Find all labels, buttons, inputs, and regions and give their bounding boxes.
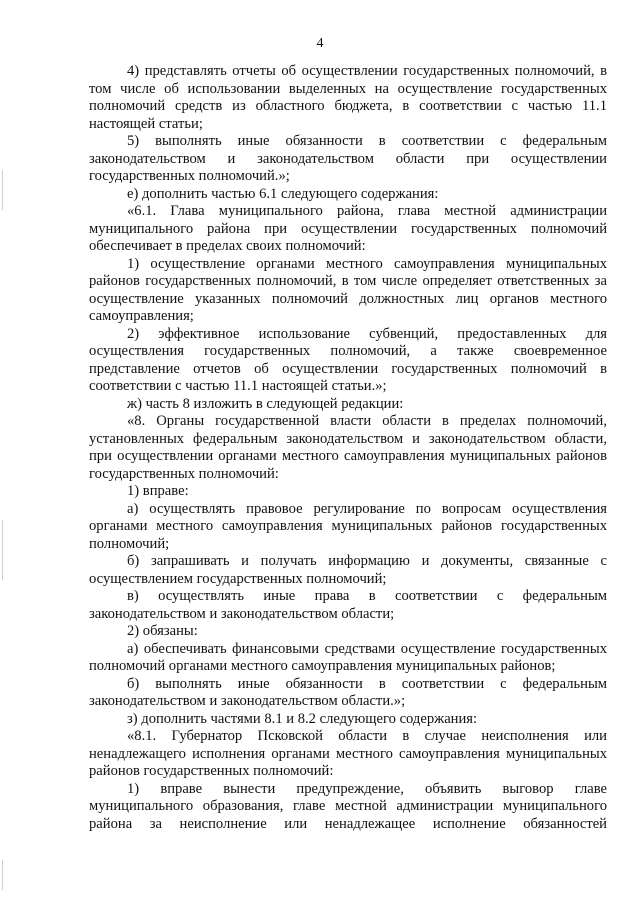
paragraph: 5) выполнять иные обязанности в соответствии с федеральным законодательством и законодательством области при осуществлении государственных полномочий.»; bbox=[89, 133, 607, 184]
paragraph: е) дополнить частью 6.1 следующего содержания: bbox=[127, 185, 439, 202]
paragraph: «6.1. Глава муниципального района, глава местной администрации муниципального района при осуществлении государственных полномочий обеспечивает в пределах своих полномочий: bbox=[89, 203, 607, 254]
paragraph: 1) осуществление органами местного самоуправления муниципальных районов государственных полномочий, в том числе определяет ответственных за осуществление указанных полномочий должностных лиц органов местного самоуправления; bbox=[89, 255, 607, 324]
paragraph: ж) часть 8 изложить в следующей редакции: bbox=[127, 395, 404, 412]
paragraph: 2) эффективное использование субвенций, предоставленных для осуществления государственных полномочий, а также своевременное представление отчетов об осуществлении государственных полномочий в соответствии с частью 11.1 настоящей статьи.»; bbox=[89, 325, 607, 394]
page-number: 4 bbox=[316, 36, 324, 51]
paragraph: в) осуществлять иные права в соответствии с федеральным законодательством и законодательством области; bbox=[89, 588, 607, 622]
paragraph: а) обеспечивать финансовыми средствами осуществление государственных полномочий органами местного самоуправления муниципальных районов; bbox=[89, 640, 607, 674]
paragraph: б) запрашивать и получать информацию и документы, связанные с осуществлением государственных полномочий; bbox=[89, 553, 607, 587]
scan-edge-mark bbox=[2, 860, 3, 890]
paragraph: 4) представлять отчеты об осуществлении государственных полномочий, в том числе об использовании выделенных на осуществление государственных полномочий средств из областного бюджета, в соответствии с частью 11.1 настоящей статьи; bbox=[89, 63, 607, 132]
paragraph: з) дополнить частями 8.1 и 8.2 следующего содержания: bbox=[127, 710, 478, 727]
document-body bbox=[89, 63, 607, 833]
paragraph: а) осуществлять правовое регулирование по вопросам осуществления органами местного самоуправления муниципальных районов государственных полномочий; bbox=[89, 500, 607, 552]
paragraph: 1) вправе: bbox=[127, 483, 189, 499]
paragraph: 2) обязаны: bbox=[127, 623, 198, 639]
paragraph: «8. Органы государственной власти области в пределах полномочий, установленных федеральным законодательством и законодательством области, при осуществлении органами местного самоуправления муниципальных районов государственных полномочий: bbox=[89, 413, 607, 482]
paragraph: 1) вправе вынести предупреждение, объявить выговор главе муниципального образования, главе местной администрации муниципального района за неисполнение или ненадлежащее исполнение обязанностей bbox=[89, 780, 607, 832]
paragraph: «8.1. Губернатор Псковской области в случае неисполнения или ненадлежащего исполнения органами местного самоуправления муниципальных районов государственных полномочий: bbox=[89, 728, 607, 779]
scan-edge-mark bbox=[2, 170, 3, 210]
scan-edge-mark bbox=[2, 520, 3, 580]
paragraph: б) выполнять иные обязанности в соответствии с федеральным законодательством и законодательством области.»; bbox=[89, 675, 607, 709]
